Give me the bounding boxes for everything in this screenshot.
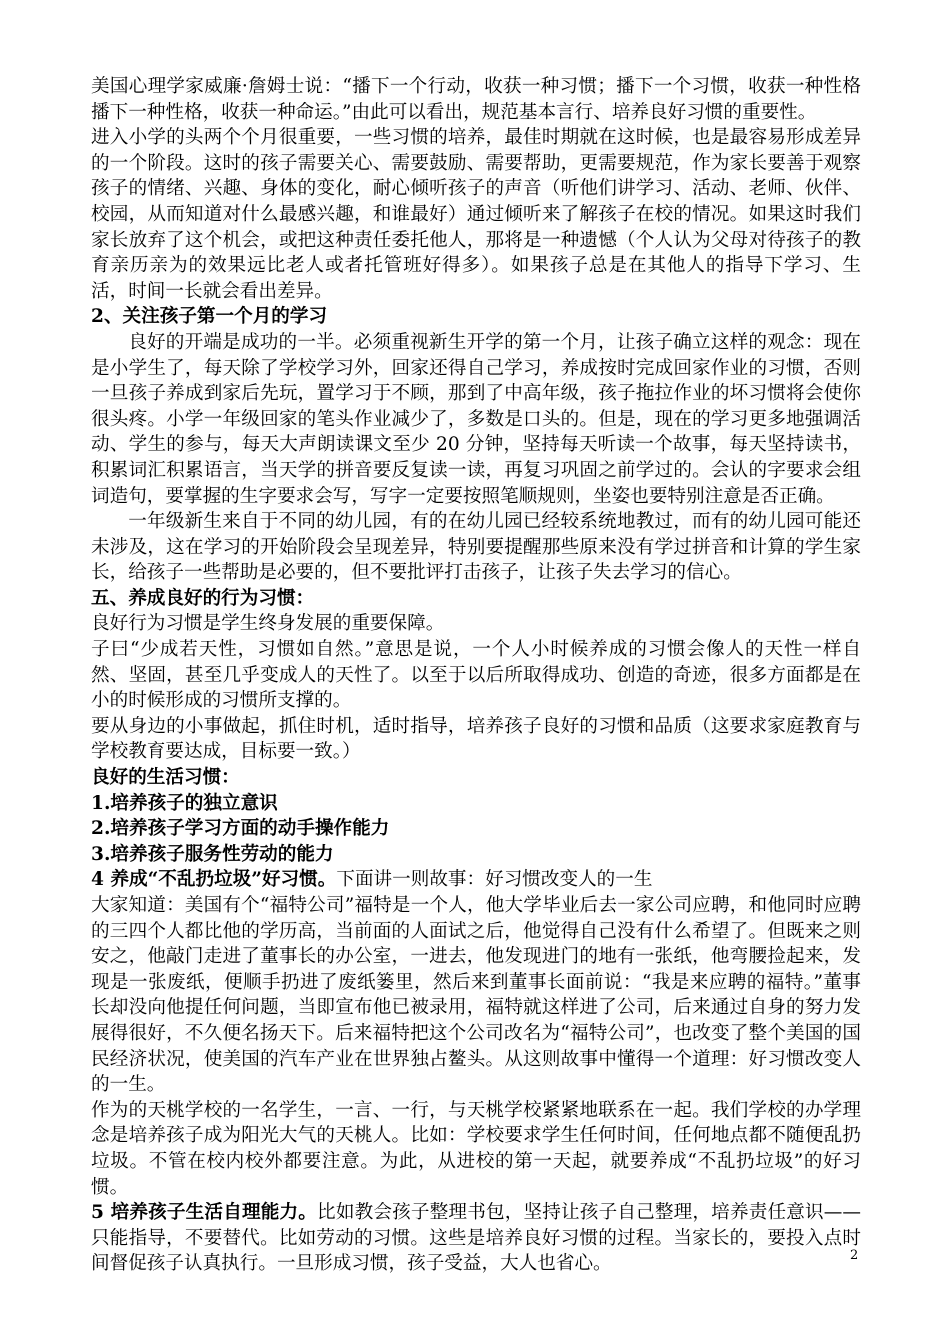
page-number: 2 <box>850 1248 859 1263</box>
paragraph-self-care <box>91 1200 861 1277</box>
paragraph-kindergarten-diff: 一年级新生来自于不同的幼儿园，有的在幼儿园已经较系统地教过，而有的幼儿园可能还未涉及，这在学习的开始阶段会呈现差异，特别要提醒那些原来没有学过拼音和计算的学生家长，给孩子一些帮助是必要的，但不要批评打击孩子，让孩子失去学习的信心。 <box>91 511 861 584</box>
heading-no-littering: 4 养成“不乱扔垃圾”好习惯。 <box>91 869 337 891</box>
paragraph-confucius: 子曰“少成若天性，习惯如自然。”意思是说，一个人小时候养成的习惯会像人的天性一样自然、坚固，甚至几乎变成人的天性了。以至于以后所取得成功、创造的奇迹，很多方面都是在小的时候形成的习惯所支撑的。 <box>91 639 861 712</box>
heading-life-habits: 良好的生活习惯： <box>91 767 240 789</box>
story-intro: 下面讲一则故事：好习惯改变人的一生 <box>336 869 653 891</box>
document-body <box>91 74 861 1277</box>
heading-hands-on: 2.培养孩子学习方面的动手操作能力 <box>91 818 390 840</box>
heading-behavior-habits: 五、养成良好的行为习惯： <box>91 587 315 609</box>
paragraph-tiantao-school: 作为的天桃学校的一名学生，一言、一行，与天桃学校紧紧地联系在一起。我们学校的办学理念是培养孩子成为阳光大气的天桃人。比如：学校要求学生任何时间，任何地点都不随便乱扔垃圾。不管在校内校外都要注意。为此，从进校的第一天起，就要养成“不乱扔垃圾”的好习惯。 <box>91 1099 861 1198</box>
self-care-text: 比如教会孩子整理书包，坚持让孩子自己整理，培养责任意识——只能指导，不要替代。比如劳动的习惯。这些是培养良好习惯的过程。当家长的，要投入点时间督促孩子认真执行。一旦形成习惯，孩子受益，大人也省心。 <box>91 1202 861 1275</box>
paragraph-first-months: 进入小学的头两个个月很重要，一些习惯的培养，最佳时期就在这时候，也是最容易形成差异的一个阶段。这时的孩子需要关心、需要鼓励、需要帮助，更需要规范，作为家长要善于观察孩子的情绪、兴趣、身体的变化，耐心倾听孩子的声音（听他们讲学习、活动、老师、伙伴、校园，从而知道对什么最感兴趣，和谁最好）通过倾听来了解孩子在校的情况。如果这时我们家长放弃了这个机会，或把这种责任委托他人，那将是一种遗憾（个人认为父母对待孩子的教育亲历亲为的效果远比老人或者托管班好得多）。如果孩子总是在其他人的指导下学习、生活，时间一长就会看出差异。 <box>91 127 861 302</box>
paragraph-ford-story: 大家知道：美国有个“福特公司”福特是一个人，他大学毕业后去一家公司应聘，和他同时应聘的三四个人都比他的学历高，当前面的人面试之后，他觉得自己没有什么希望了。但既来之则安之，他敲门走进了董事长的办公室，一进去，他发现进门的地有一张纸，他弯腰捡起来，发现是一张废纸，便顺手扔进了废纸篓里，然后来到董事长面前说：“我是来应聘的福特。”董事长却没向他提任何问题，当即宣布他已被录用，福特就这样进了公司，后来通过自身的努力发展得很好，不久便名扬天下。后来福特把这个公司改名为“福特公司”，也改变了整个美国的国民经济状况，使美国的汽车产业在世界独占鳌头。从这则故事中懂得一个道理：好习惯改变人的一生。 <box>91 895 861 1096</box>
heading-service-labor: 3.培养孩子服务性劳动的能力 <box>91 843 334 865</box>
heading-independence: 1.培养孩子的独立意识 <box>91 792 278 814</box>
paragraph-no-littering <box>91 867 861 893</box>
paragraph-good-start: 良好的开端是成功的一半。必须重视新生开学的第一个月，让孩子确立这样的观念：现在是小学生了，每天除了学校学习外，回家还得自己学习，养成按时完成回家作业的习惯，否则一旦孩子养成到家后先玩，置学习于不顾，那到了中高年级，孩子拖拉作业的坏习惯将会使你很头疼。小学一年级回家的笔头作业减少了，多数是口头的。但是，现在的学习更多地强调活动、学生的参与，每天大声朗读课文至少 20 分钟，坚持每天听读一个故事，每天坚持读书，积累词汇积累语言，当天学的拼音要反复读一读，再复习巩固之前学过的。会认的字要求会组词造句，要掌握的生字要求会写，写字一定要按照笔顺规则，坐姿也要特别注意是否正确。 <box>91 331 861 507</box>
paragraph-quote: 美国心理学家威廉·詹姆士说：“播下一个行动，收获一种习惯；播下一个习惯，收获一种性格播下一种性格，收获一种命运。”由此可以看出，规范基本言行、培养良好习惯的重要性。 <box>91 76 861 123</box>
heading-self-care: 5 培养孩子生活自理能力。 <box>91 1202 318 1224</box>
paragraph-small-things: 要从身边的小事做起，抓住时机，适时指导，培养孩子良好的习惯和品质（这要求家庭教育与学校教育要达成，目标要一致。） <box>91 715 861 763</box>
paragraph-behavior-guarantee: 良好行为习惯是学生终身发展的重要保障。 <box>91 613 445 635</box>
heading-first-month-study: 2、关注孩子第一个月的学习 <box>91 306 328 328</box>
